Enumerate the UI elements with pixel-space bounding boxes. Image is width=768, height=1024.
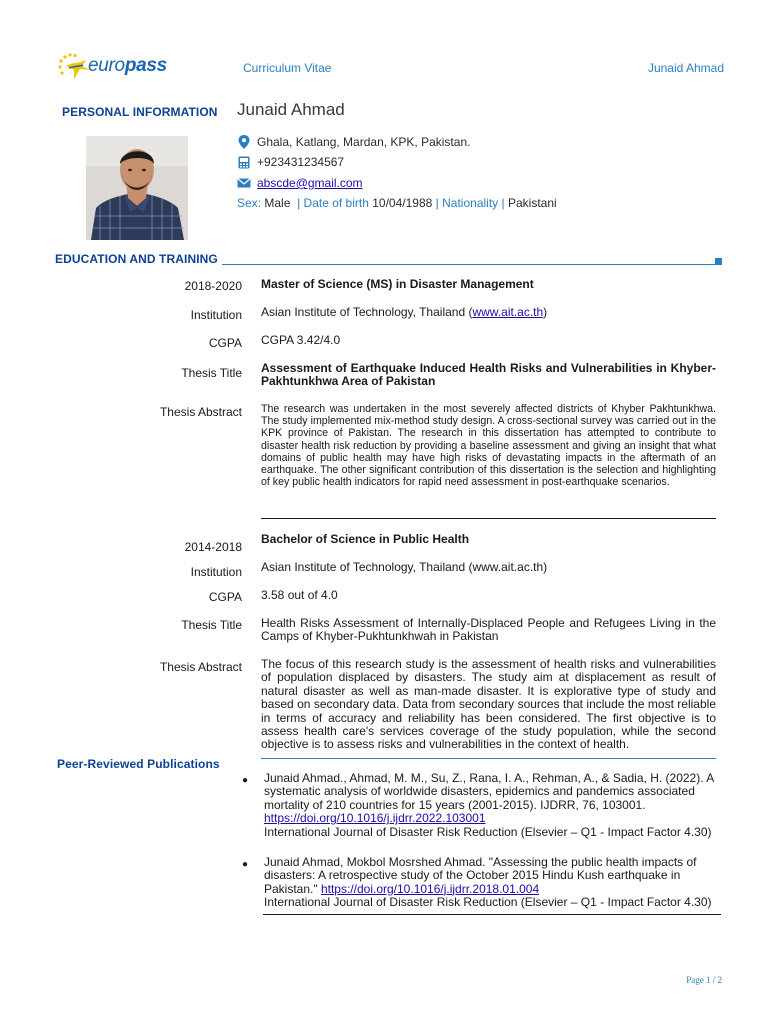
profile-photo — [86, 136, 188, 240]
email-link[interactable]: abscde@gmail.com — [257, 176, 363, 190]
phone-line — [237, 155, 344, 169]
edu2-thesis-abstract-label: Thesis Abstract — [159, 660, 242, 674]
ait-website-link[interactable]: www.ait.ac.th — [472, 305, 544, 319]
edu2-years: 2014-2018 — [184, 540, 242, 554]
pub2 — [264, 856, 719, 910]
nationality-label: Nationality — [442, 196, 499, 210]
edu1-institution: Asian Institute of Technology, Thailand (www.ait.ac.th) — [261, 305, 548, 319]
sex-value: Male — [264, 196, 291, 210]
phone-icon — [237, 155, 251, 169]
phone-text: +923431234567 — [257, 155, 345, 169]
edu2-degree: Bachelor of Science in Public Health — [261, 532, 470, 546]
edu2-thesis-abstract: The focus of this research study is the assessment of health risks and vulnerabilities of population displaced by disasters. The study aim at displacement as result of natural disaster as well as man-made disaster. It is explorative type of study and based on secondary data. Data from secondary sources that include the most reliable in terms of accuracy and reliability has been considered. The first objective is to assess health care's services coverage of the study population, while the second objective is to assess risks and vulnerabilities in the context of health. — [261, 657, 716, 752]
publications-title: Peer-Reviewed Publications — [57, 757, 220, 771]
pub1-doi-link[interactable]: https://doi.org/10.1016/j.ijdrr.2022.103001 — [264, 811, 486, 826]
europass-logo — [56, 52, 166, 86]
edu2-thesis-title-label: Thesis Title — [181, 618, 242, 632]
pub1-bullet: ● — [242, 775, 249, 786]
edu1-thesis-title-label: Thesis Title — [181, 366, 242, 380]
pub1-journal: International Journal of Disaster Risk Reduction (Elsevier – Q1 - Impact Factor 4.30) — [264, 824, 712, 839]
edu1-institution-label: Institution — [190, 308, 242, 322]
edu1-thesis-title: Assessment of Earthquake Induced Health Risks and Vulnerabilities in Khyber-Pakhtunkhwa Area of Pakistan — [261, 361, 716, 389]
address-line — [237, 135, 470, 149]
nationality-value: Pakistani — [507, 196, 557, 210]
pub1 — [264, 772, 719, 839]
edu1-degree: Master of Science (MS) in Disaster Management — [261, 277, 534, 291]
edu2-cgpa: 3.58 out of 4.0 — [261, 588, 338, 602]
email-icon — [237, 176, 251, 190]
publications-end-rule — [263, 914, 721, 915]
sex-label: Sex — [237, 196, 258, 210]
header-owner-name: Junaid Ahmad — [647, 61, 724, 75]
edu1-thesis-abstract: The research was undertaken in the most severely affected districts of Khyber Pakhtunkhwa. The study implemented mix-method study design. A cross-sectional survey was carried out in the KPK province of Pakistan. The research in this dissertation has attempted to contribute to disaster health risk reduction by providing a baseline assessment and giving an insight that what domains of public health may have high risks of devastating impacts in the aftermath of an earthquake. The other significant contribution of this dissertation is the selection and highlighting of key public health indicators for rapid need assessment in post-earthquake scenarios. — [261, 403, 716, 489]
edu1-cgpa: CGPA 3.42/4.0 — [261, 333, 341, 347]
edu2-cgpa-label: CGPA — [208, 590, 242, 604]
person-name: Junaid Ahmad — [237, 100, 345, 119]
edu2-thesis-title: Health Risks Assessment of Internally-Displaced People and Refugees Living in the Camps of Khyber-Pukhtunkhwah in Pakistan — [261, 616, 716, 644]
education-divider — [222, 264, 716, 265]
personal-info-title: PERSONAL INFORMATION — [62, 105, 218, 119]
pub1-citation: Junaid Ahmad., Ahmad, M. M., Su, Z., Rana, I. A., Rehman, A., & Sadia, H. (2022). A systematic analysis of worldwide disasters, epidemics and pandemics associated mortality of 210 countries for 15 years (2001-2015). IJDRR, 76, 103001. — [264, 771, 714, 812]
edu2-institution-label: Institution — [190, 565, 242, 579]
dob-value: 10/04/1988 — [372, 196, 433, 210]
demographics-line: Sex: Male | Date of birth 10/04/1988 | Nationality | Pakistani — [237, 196, 557, 210]
page-number: Page 1 / 2 — [686, 975, 722, 985]
doc-label: Curriculum Vitae — [243, 61, 332, 75]
address-text: Ghala, Katlang, Mardan, KPK, Pakistan. — [257, 135, 471, 149]
edu1-cgpa-label: CGPA — [208, 336, 242, 350]
edu2-institution: Asian Institute of Technology, Thailand (www.ait.ac.th) — [261, 560, 548, 574]
location-pin-icon — [237, 135, 251, 149]
education-divider-end — [715, 258, 722, 265]
pub2-journal: International Journal of Disaster Risk Reduction (Elsevier – Q1 - Impact Factor 4.30) — [264, 895, 712, 910]
pub2-bullet: ● — [242, 859, 249, 870]
pub2-doi-link[interactable]: https://doi.org/10.1016/j.ijdrr.2018.01.004 — [320, 881, 540, 896]
pub2-citation: Junaid Ahmad, Mokbol Mosrshed Ahmad. "Assessing the public health impacts of disasters: A retrospective study of the October 2015 Hindu Kush earthquake in Pakistan." — [264, 855, 697, 896]
edu1-years: 2018-2020 — [184, 279, 242, 293]
email-line — [237, 176, 363, 190]
edu1-separator — [261, 518, 716, 519]
dob-label: Date of birth — [303, 196, 369, 210]
publications-divider — [261, 758, 716, 759]
edu1-thesis-abstract-label: Thesis Abstract — [159, 405, 242, 419]
education-title: EDUCATION AND TRAINING — [55, 252, 218, 266]
europass-wordmark: europass — [88, 55, 167, 76]
